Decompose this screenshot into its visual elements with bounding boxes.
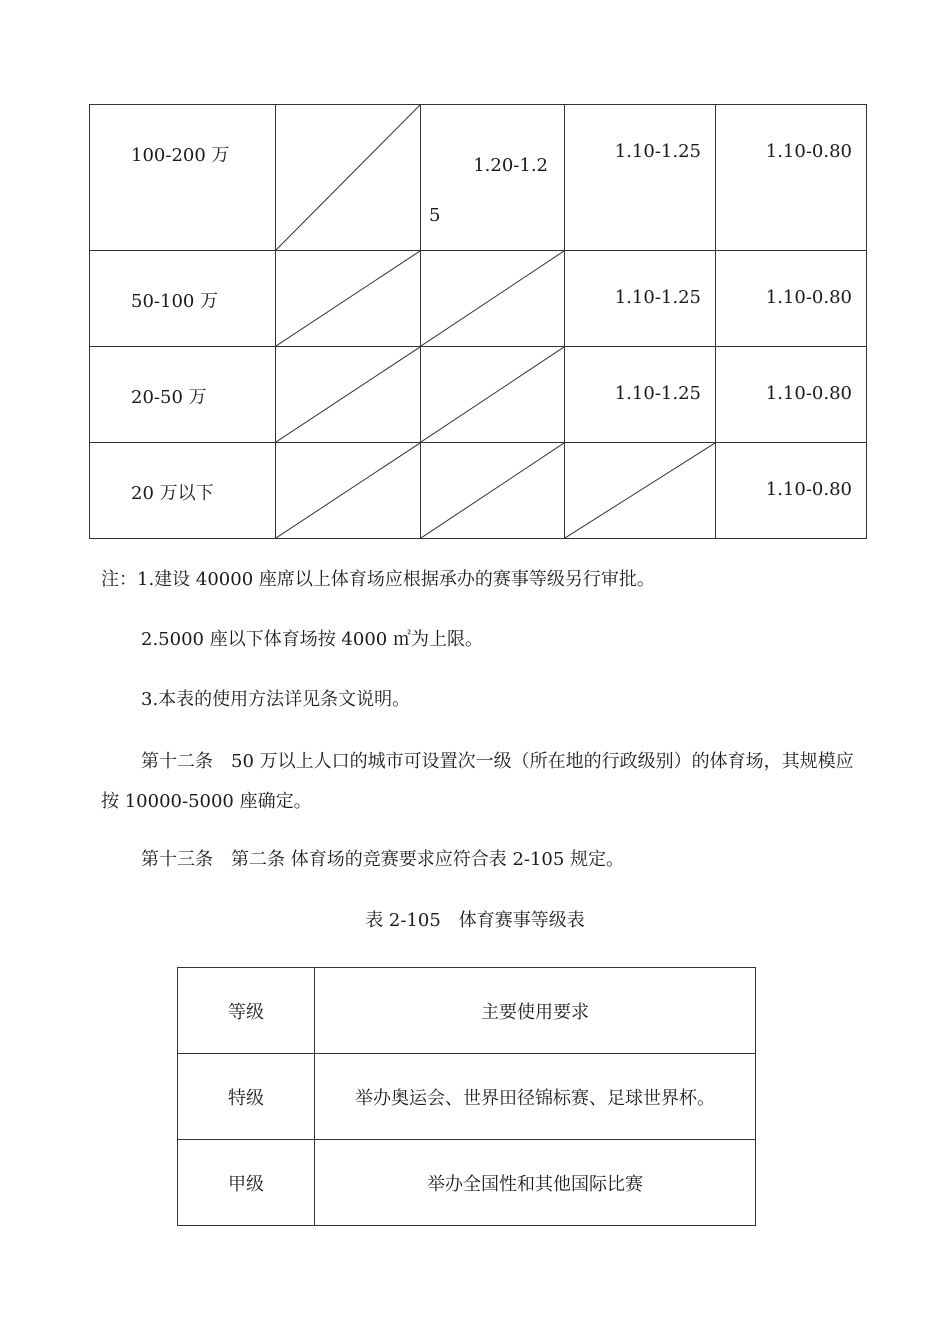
requirement-cell: 举办奥运会、世界田径锦标赛、足球世界杯。 (315, 1054, 756, 1140)
table-row (90, 105, 867, 251)
empty-cell (565, 443, 716, 539)
value-cell: 1.10-0.80 (716, 105, 867, 251)
diagonal-slash (421, 347, 564, 442)
table-header-row (178, 968, 756, 1054)
value-cell: 1.10-1.25 (565, 347, 716, 443)
value-cell: 1.10-0.80 (716, 443, 867, 539)
population-cell: 20-50 万 (90, 347, 276, 443)
table-row (178, 1140, 756, 1226)
table-row (90, 347, 867, 443)
empty-cell (276, 251, 421, 347)
diagonal-slash (276, 347, 420, 442)
diagonal-slash (421, 443, 564, 538)
diagonal-slash (276, 251, 420, 346)
value-cell: 1.10-0.80 (716, 251, 867, 347)
note-3: 3.本表的使用方法详见条文说明。 (141, 689, 411, 710)
table-row (90, 251, 867, 347)
table-row (90, 443, 867, 539)
value-cell: 1.10-1.25 (565, 251, 716, 347)
note-1: 注：1.建设 40000 座席以上体育场应根据承办的赛事等级另行审批。 (101, 569, 655, 590)
diagonal-slash (276, 443, 420, 538)
requirement-cell: 举办全国性和其他国际比赛 (315, 1140, 756, 1226)
table-caption: 表 2-105 体育赛事等级表 (365, 910, 585, 931)
standards-table (89, 104, 867, 539)
empty-cell (276, 443, 421, 539)
diagonal-slash (276, 105, 420, 250)
empty-cell (276, 347, 421, 443)
event-grade-table (177, 967, 756, 1226)
header-requirement: 主要使用要求 (315, 968, 756, 1054)
empty-cell (421, 443, 565, 539)
wrapped-value: 1.20-1.2 5 (429, 155, 548, 226)
empty-cell (276, 105, 421, 251)
value-cell: 1.10-0.80 (716, 347, 867, 443)
empty-cell (421, 347, 565, 443)
table-row (178, 1054, 756, 1140)
grade-cell: 甲级 (178, 1140, 315, 1226)
note-2: 2.5000 座以下体育场按 4000 ㎡为上限。 (141, 629, 483, 650)
empty-cell (421, 251, 565, 347)
population-cell: 20 万以下 (90, 443, 276, 539)
value-cell: 1.10-1.25 (565, 105, 716, 251)
value-cell (421, 105, 565, 251)
header-grade: 等级 (178, 968, 315, 1054)
population-cell: 50-100 万 (90, 251, 276, 347)
article-13: 第十三条 第二条 体育场的竞赛要求应符合表 2-105 规定。 (141, 849, 625, 870)
diagonal-slash (565, 443, 715, 538)
population-cell: 100-200 万 (90, 105, 276, 251)
grade-cell: 特级 (178, 1054, 315, 1140)
article-12: 第十二条 50 万以上人口的城市可设置次一级（所在地的行政级别）的体育场，其规模应按 10000-5000 座确定。 (101, 751, 854, 812)
diagonal-slash (421, 251, 564, 346)
